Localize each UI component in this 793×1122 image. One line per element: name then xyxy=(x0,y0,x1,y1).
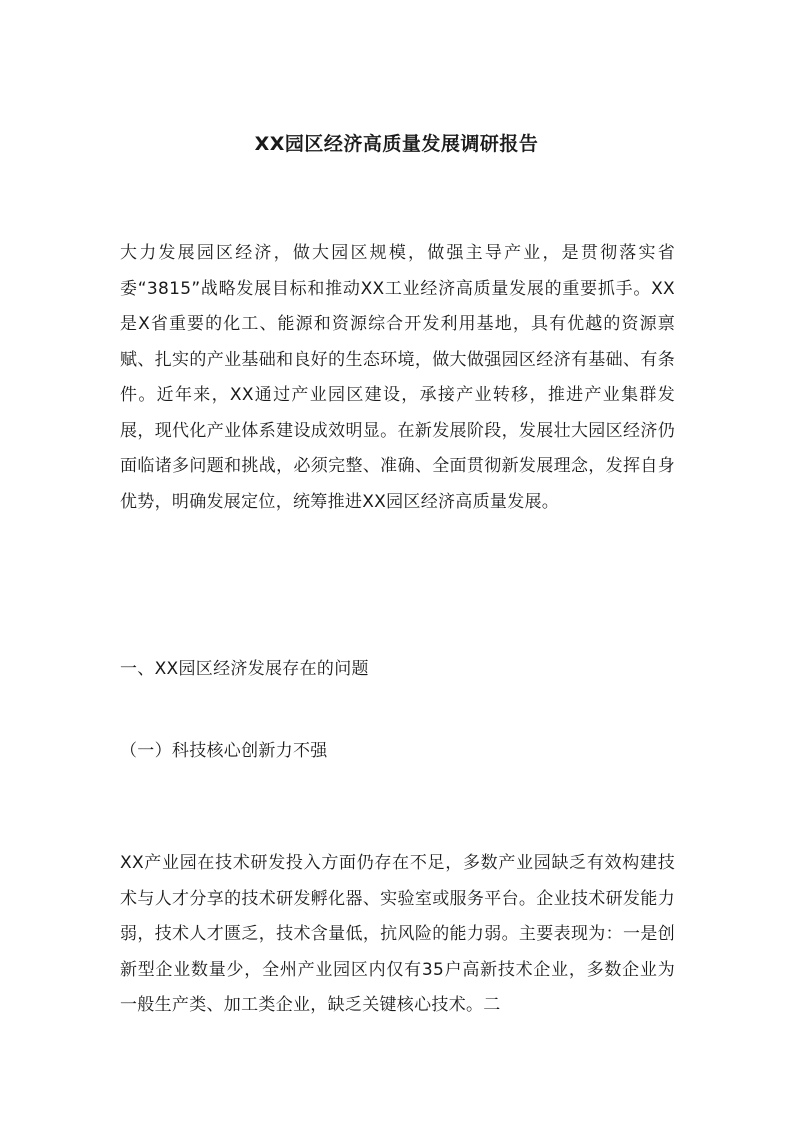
document-title: XX园区经济高质量发展调研报告 xyxy=(254,133,539,155)
subsection-paragraph: XX产业园在技术研发投入方面仍存在不足，多数产业园缺乏有效构建技术与人才分享的技术研发孵化器、实验室或服务平台。企业技术研发能力弱，技术人才匮乏，技术含量低，抗风险的能力弱。主要表现为：一是创新型企业数量少，全州产业园区内仅有35户高新技术企业，多数企业为一般生产类、加工类企业，缺乏关键核心技术。二 xyxy=(120,853,675,1015)
subsection-heading: （一）科技核心创新力不强 xyxy=(120,741,328,761)
intro-paragraph: 大力发展园区经济，做大园区规模，做强主导产业，是贯彻落实省委“3815”战略发展目标和推动XX工业经济高质量发展的重要抓手。XX是X省重要的化工、能源和资源综合开发利用基地，具有优越的资源禀赋、扎实的产业基础和良好的生态环境，做大做强园区经济有基础、有条件。近年来，XX通过产业园区建设，承接产业转移，推进产业集群发展，现代化产业体系建设成效明显。在新发展阶段，发展壮大园区经济仍面临诸多问题和挑战，必须完整、准确、全面贯彻新发展理念，发挥自身优势，明确发展定位，统筹推进XX园区经济高质量发展。 xyxy=(120,243,675,512)
section-heading: 一、XX园区经济发展存在的问题 xyxy=(120,659,369,679)
